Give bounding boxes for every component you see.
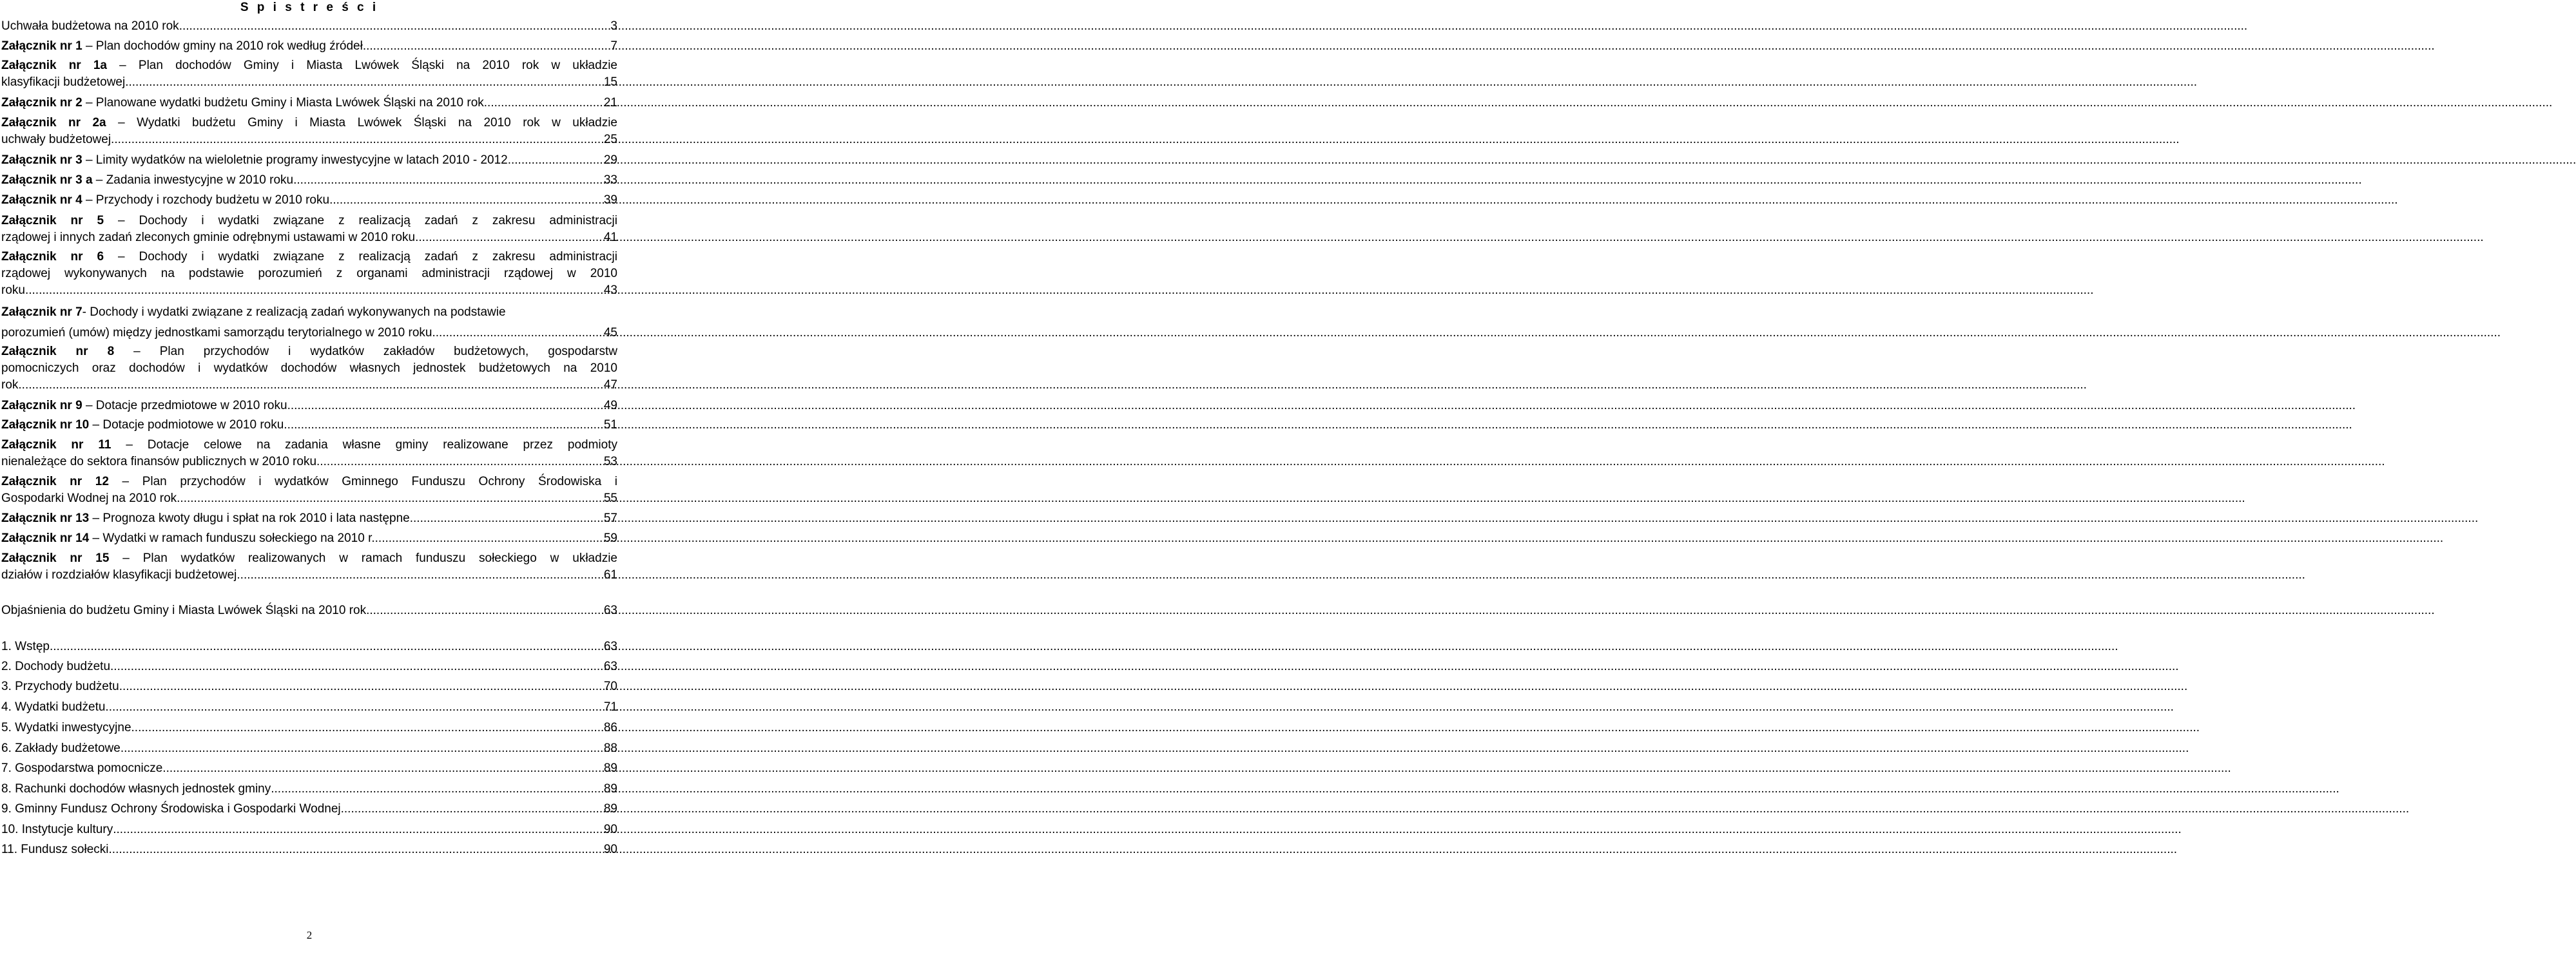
toc-leader-dots [484, 95, 604, 111]
toc-leader-dots [329, 192, 604, 209]
toc-entry-page: 7 [610, 39, 617, 53]
toc-leader-dots [271, 781, 604, 798]
toc-entry-label: Objaśnienia do budżetu Gminy i Miasta Lwówek Śląski na 2010 rok [1, 604, 367, 617]
toc-entry-label: 5. Wydatki inwestycyjne [1, 721, 131, 734]
toc-entry[interactable] [1, 602, 617, 619]
toc-entry-label: – Plan przychodów i wydatków Gminnego Funduszu Ochrony Środowiska i [108, 475, 618, 488]
toc-entry[interactable] [1, 801, 617, 818]
toc-entry-label: 9. Gminny Fundusz Ochrony Środowiska i Gospodarki Wodnej [1, 802, 341, 816]
toc-entry[interactable] [1, 302, 617, 343]
toc-leader-dots [177, 490, 604, 507]
toc-entry-label: – Plan dochodów Gminy i Miasta Lwówek Śląski na 2010 rok w układzie [107, 59, 617, 72]
toc-leader-dots [113, 821, 604, 838]
toc-entry[interactable] [1, 510, 617, 527]
toc-entry-title: Załącznik nr 6 [1, 250, 104, 263]
toc-leader-dots [237, 567, 603, 584]
toc-entry[interactable] [1, 249, 617, 299]
toc-entry-page: 63 [603, 604, 617, 617]
toc-entry[interactable] [1, 398, 617, 414]
toc-leader-dots [508, 152, 604, 169]
toc-entry-label: porozumień (umów) między jednostkami samorządu terytorialnego w 2010 roku [1, 326, 432, 340]
toc-entry[interactable] [1, 172, 617, 189]
toc-entry-label: – Dotacje celowe na zadania własne gminy realizowane przez podmioty [111, 438, 617, 452]
toc-leader-dots [341, 801, 604, 818]
toc-entry-label: – Zadania inwestycyjne w 2010 roku [92, 173, 294, 187]
toc-entry-title: Załącznik nr 11 [1, 438, 111, 452]
toc-entry-label: działów i rozdziałów klasyfikacji budżetowej [1, 568, 237, 582]
toc-entry-label: rządowej i innych zadań zleconych gminie odrębnymi ustawami w 2010 roku [1, 231, 416, 244]
toc-entry-title: Załącznik nr 8 [1, 345, 115, 358]
toc-leader-dots [110, 658, 604, 675]
toc-entry-page: 47 [603, 378, 617, 392]
toc-entry-page: 25 [603, 133, 617, 146]
toc-entry-title: Załącznik nr 2a [1, 116, 106, 129]
toc-entry-page: 57 [603, 512, 617, 525]
toc-leader-dots [179, 18, 611, 35]
toc-entry-label: – Przychody i rozchody budżetu w 2010 roku [82, 193, 330, 207]
toc-entry-title: Załącznik nr 3 a [1, 173, 93, 187]
toc-entry-title: Załącznik nr 15 [1, 551, 110, 565]
toc-entry[interactable] [1, 638, 617, 655]
toc-entry-page: 53 [603, 455, 617, 468]
toc-entry-page: 41 [603, 231, 617, 244]
toc-entry[interactable] [1, 699, 617, 716]
toc-leader-dots [119, 678, 604, 695]
toc-leader-dots [121, 740, 604, 757]
toc-entry[interactable] [1, 57, 617, 91]
toc-entry-label: – Plan przychodów i wydatków zakładów budżetowych, gospodarstw [114, 345, 617, 358]
toc-entry-page: 89 [603, 762, 617, 775]
toc-entry-title: Załącznik nr 12 [1, 475, 109, 488]
toc-entry-title: Załącznik nr 9 [1, 399, 82, 412]
toc-entry-label: pomocniczych oraz dochodów i wydatków dochodów własnych jednostek budżetowych na 2010 [1, 361, 617, 375]
document-page [0, 0, 619, 958]
toc-entry-page: 88 [603, 742, 617, 755]
toc-entry-label: – Wydatki budżetu Gminy i Miasta Lwówek Śląski na 2010 rok w układzie [106, 116, 617, 129]
toc-entry-page: 43 [603, 283, 617, 297]
toc-leader-dots [105, 699, 603, 716]
toc-entry[interactable] [1, 213, 617, 246]
toc-entry[interactable] [1, 821, 617, 838]
toc-entry-label: klasyfikacji budżetowej. [1, 75, 129, 89]
toc-entry-page: 86 [603, 721, 617, 734]
toc-leader-dots [162, 760, 604, 777]
toc-entry-label: – Dochody i wydatki związane z realizacją zadań z zakresu administracji [104, 250, 617, 263]
page-number: 2 [306, 929, 313, 941]
toc-entry-page: 71 [603, 700, 617, 714]
toc-leader-dots [25, 282, 604, 299]
toc-entry-label: – Limity wydatków na wieloletnie programy inwestycyjne w latach 2010 - 2012 [82, 153, 508, 167]
toc-leader-dots [366, 602, 604, 619]
toc-entry-label: 10. Instytucje kultury [1, 823, 113, 836]
toc-entry-page: 21 [603, 96, 617, 110]
toc-entry-title: Załącznik nr 14 [1, 532, 90, 545]
toc-entry-label: – Prognoza kwoty długu i spłat na rok 2010 i lata następne [89, 512, 410, 525]
toc-leader-dots [432, 323, 603, 343]
toc-entry-title: Załącznik nr 1a [1, 59, 107, 72]
toc-entry-label: rok [1, 378, 19, 392]
toc-entry-page: 63 [603, 640, 617, 653]
toc-entry-label: 6. Zakłady budżetowe [1, 742, 121, 755]
toc-entry-title: Załącznik nr 2 [1, 96, 82, 110]
toc-entry-title: Załącznik nr 13 [1, 512, 90, 525]
toc-entry[interactable] [1, 152, 617, 169]
toc-entry-title: Załącznik nr 1 [1, 39, 82, 53]
toc-leader-dots [131, 720, 604, 736]
toc-leader-dots [316, 454, 604, 470]
toc-entry[interactable] [1, 95, 617, 111]
toc-entry-label: – Wydatki w ramach funduszu sołeckiego na 2010 r. [89, 532, 375, 545]
toc-entry[interactable] [1, 417, 617, 434]
toc-entry-label: 7. Gospodarstwa pomocnicze [1, 762, 163, 775]
toc-heading: S p i s t r e ś c i [240, 1, 379, 14]
toc-entry-page: 39 [603, 193, 617, 207]
toc-leader-dots [366, 38, 610, 55]
toc-entry[interactable] [1, 192, 617, 209]
toc-entry-label: nienależące do sektora finansów publicznych w 2010 roku [1, 455, 317, 468]
toc-entry-title: Załącznik nr 7 [1, 305, 82, 319]
toc-entry[interactable] [1, 550, 617, 584]
toc-entry-label: 3. Przychody budżetu [1, 680, 119, 693]
toc-entry[interactable] [1, 530, 617, 547]
toc-entry-page: 61 [603, 568, 617, 582]
toc-leader-dots [111, 131, 604, 148]
toc-entry[interactable] [1, 760, 617, 777]
toc-leader-dots [375, 530, 604, 547]
toc-entry[interactable] [1, 115, 617, 148]
toc-entry-page: 15 [603, 75, 617, 89]
toc-entry-label: – Plan dochodów gminy na 2010 rok według źródeł. [82, 39, 367, 53]
toc-entry-page: 49 [603, 399, 617, 412]
toc-entry-label: – Planowane wydatki budżetu Gminy i Miasta Lwówek Śląski na 2010 rok [82, 96, 484, 110]
toc-leader-dots [109, 841, 604, 858]
toc-entry[interactable] [1, 841, 617, 858]
toc-entry-label: – Dotacje przedmiotowe w 2010 roku [82, 399, 287, 412]
toc-entry-title: Załącznik nr 3 [1, 153, 82, 167]
toc-leader-dots [293, 172, 604, 189]
toc-entry-label: 11. Fundusz sołecki [1, 843, 109, 856]
toc-entry-label: - Dochody i wydatki związane z realizacją zadań wykonywanych na podstawie [82, 305, 506, 319]
toc-entry-page: 59 [603, 532, 617, 545]
toc-entry-label: 1. Wstęp [1, 640, 50, 653]
toc-entry-label: 2. Dochody budżetu [1, 660, 111, 673]
toc-entry[interactable] [1, 18, 617, 35]
toc-entry[interactable] [1, 343, 617, 394]
toc-entry-label: Uchwała budżetowa na 2010 rok [1, 19, 179, 33]
toc-entry[interactable] [1, 437, 617, 470]
toc-entry-label: uchwały budżetowej [1, 133, 111, 146]
toc-entry[interactable] [1, 740, 617, 757]
toc-entry-page: 33 [603, 173, 617, 187]
toc-leader-dots [287, 398, 604, 414]
toc-entry-label: rządowej wykonywanych na podstawie porozumień z organami administracji rządowej w 2010 [1, 267, 617, 280]
toc-entry-label: – Plan wydatków realizowanych w ramach funduszu sołeckiego w układzie [109, 551, 617, 565]
toc-entry[interactable] [1, 678, 617, 695]
toc-entry[interactable] [1, 38, 617, 55]
toc-entry-page: 51 [603, 418, 617, 432]
toc-entry-label: 8. Rachunki dochodów własnych jednostek gminy [1, 782, 271, 796]
toc-leader-dots [128, 74, 603, 91]
toc-entry-title: Załącznik nr 10 [1, 418, 90, 432]
toc-entry[interactable] [1, 720, 617, 736]
toc-leader-dots [18, 377, 603, 394]
toc-entry-page: 45 [603, 326, 617, 340]
toc-entry[interactable] [1, 781, 617, 798]
toc-entry-page: 63 [603, 660, 617, 673]
toc-leader-dots [284, 417, 604, 434]
toc-entry[interactable] [1, 474, 617, 507]
toc-leader-dots [415, 229, 604, 246]
toc-entry-page: 89 [603, 802, 617, 816]
toc-entry-page: 89 [603, 782, 617, 796]
toc-entry[interactable] [1, 658, 617, 675]
toc-entry-page: 70 [603, 680, 617, 693]
toc-entry-label: 4. Wydatki budżetu [1, 700, 106, 714]
toc-entry-title: Załącznik nr 5 [1, 214, 104, 227]
toc-entry-page: 90 [603, 823, 617, 836]
toc-entry-page: 55 [603, 492, 617, 505]
toc-leader-dots [50, 638, 604, 655]
toc-leader-dots [410, 510, 604, 527]
toc-entry-page: 29 [603, 153, 617, 167]
toc-entry-label: – Dotacje podmiotowe w 2010 roku [89, 418, 284, 432]
toc-entry-label: Gospodarki Wodnej na 2010 rok [1, 492, 177, 505]
toc-entry-label: – Dochody i wydatki związane z realizacją zadań z zakresu administracji [104, 214, 617, 227]
toc-entry-page: 3 [610, 19, 617, 33]
toc-entry-title: Załącznik nr 4 [1, 193, 82, 207]
toc-entry-page: 90 [603, 843, 617, 856]
toc-entry-label: roku [1, 283, 25, 297]
